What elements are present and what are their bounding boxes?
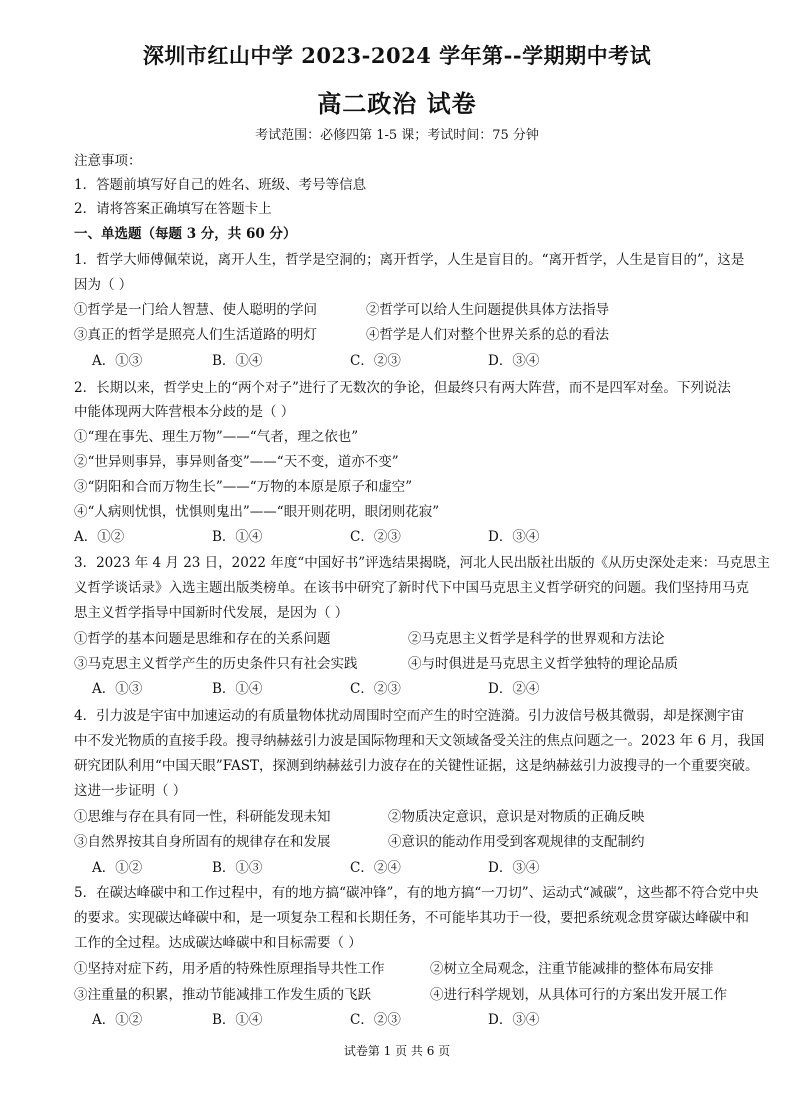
exam-subtitle: 高二政治 试卷 <box>317 89 477 118</box>
question-1-stem: 1．哲学大师傅佩荣说，离开人生，哲学是空洞的；离开哲学，人生是盲目的。“离开哲学，人生是盲目的”，这是 <box>74 252 745 268</box>
note-item: 2．请将答案正确填写在答题卡上 <box>74 201 272 217</box>
choice-a: A．①② <box>92 860 143 876</box>
question-4-stem: 研究团队利用“中国天眼”FAST，探测到纳赫兹引力波存在的关键性证据，这是纳赫兹引力波搜寻的一个重要突破。 <box>74 758 759 774</box>
question-4-stem: 这进一步证明（ ） <box>74 783 187 799</box>
statement: ①哲学的基本问题是思维和存在的关系问题 <box>74 631 331 647</box>
note-item: 1．答题前填写好自己的姓名、班级、考号等信息 <box>74 177 367 193</box>
statement: ①“理在事先、理生万物”——“气者，理之依也” <box>74 429 359 445</box>
choice-d: D．③④ <box>488 529 540 545</box>
choice-c: C．②④ <box>350 860 401 876</box>
statement: ②物质决定意识，意识是对物质的正确反映 <box>388 809 645 825</box>
statement: ③“阴阳和合而万物生长”——“万物的本原是原子和虚空” <box>74 479 413 495</box>
question-2-stem: 2．长期以来，哲学史上的“两个对子”进行了无数次的争论，但最终只有两大阵营，而不是四军对垒。下列说法 <box>74 380 731 396</box>
choice-b: B．①④ <box>212 353 263 369</box>
statement: ④“人病则忧惧，忧惧则鬼出”——“眼开则花明，眼闭则花寂” <box>74 504 440 520</box>
statement: ②马克思主义哲学是科学的世界观和方法论 <box>408 631 665 647</box>
choice-a: A．①② <box>92 1012 143 1028</box>
statement: ②哲学可以给人生问题提供具体方法指导 <box>366 302 609 318</box>
choice-d: D．③④ <box>488 860 540 876</box>
choice-a: A．①② <box>74 529 125 545</box>
statement: ①哲学是一门给人智慧、使人聪明的学问 <box>74 302 317 318</box>
question-5-stem: 的要求。实现碳达峰碳中和，是一项复杂工程和长期任务，不可能毕其功于一役，要把系统观念贯穿碳达峰碳中和 <box>74 910 749 926</box>
choice-b: B．①④ <box>212 681 263 697</box>
statement: ①坚持对症下药，用矛盾的特殊性原理指导共性工作 <box>74 961 385 977</box>
statement: ①思维与存在具有同一性，科研能发现未知 <box>74 809 331 825</box>
choice-d: D．③④ <box>488 353 540 369</box>
choice-c: C．②③ <box>350 681 401 697</box>
question-5-stem: 5．在碳达峰碳中和工作过程中，有的地方搞“碳冲锋”，有的地方搞“一刀切”、运动式“减碳”，这些都不符合党中央 <box>74 885 759 901</box>
question-4-stem: 4．引力波是宇宙中加速运动的有质量物体扰动周围时空而产生的时空涟漪。引力波信号极其微弱，却是探测宇宙 <box>74 708 745 724</box>
choice-d: D．③④ <box>488 1012 540 1028</box>
statement: ②树立全局观念，注重节能减排的整体布局安排 <box>430 961 714 977</box>
question-1-stem: 因为（ ） <box>74 277 133 293</box>
notes-heading: 注意事项： <box>74 153 142 169</box>
choice-d: D．②④ <box>488 681 540 697</box>
question-5-stem: 工作的全过程。达成碳达峰碳中和目标需要（ ） <box>74 935 362 951</box>
statement: ③真正的哲学是照亮人们生活道路的明灯 <box>74 327 317 343</box>
exam-info: 考试范围：必修四第 1-5 课；考试时间：75 分钟 <box>255 128 539 143</box>
section-heading: 一、单选题（每题 3 分，共 60 分） <box>74 226 297 242</box>
statement: ③自然界按其自身所固有的规律存在和发展 <box>74 834 331 850</box>
choice-b: B．①④ <box>212 1012 263 1028</box>
exam-title: 深圳市红山中学 2023-2024 学年第--学期期中考试 <box>142 43 652 68</box>
statement: ④意识的能动作用受到客观规律的支配制约 <box>388 834 645 850</box>
question-3-stem: 3．2023 年 4 月 23 日，2022 年度“中国好书”评选结果揭晓，河北人民出版社出版的《从历史深处走来：马克思主 <box>74 555 771 571</box>
choice-b: B．①③ <box>212 860 263 876</box>
statement: ④与时俱进是马克思主义哲学独特的理论品质 <box>408 656 678 672</box>
statement: ④哲学是人们对整个世界关系的总的看法 <box>366 327 609 343</box>
statement: ②“世异则事异，事异则备变”——“天不变，道亦不变” <box>74 454 399 470</box>
page-footer: 试卷第 1 页 共 6 页 <box>343 1044 451 1058</box>
choice-a: A．①③ <box>92 681 143 697</box>
choice-c: C．②③ <box>350 353 401 369</box>
statement: ③马克思主义哲学产生的历史条件只有社会实践 <box>74 656 358 672</box>
question-3-stem: 义哲学谈话录》入选主题出版类榜单。在该书中研究了新时代下中国马克思主义哲学研究的问题。我们坚持用马克 <box>74 580 749 596</box>
question-3-stem: 思主义哲学指导中国新时代发展，是因为（ ） <box>74 605 349 621</box>
statement: ④进行科学规划，从具体可行的方案出发开展工作 <box>430 987 727 1003</box>
choice-a: A．①③ <box>92 353 143 369</box>
question-2-stem: 中能体现两大阵营根本分歧的是（ ） <box>74 404 295 420</box>
choice-c: C．②③ <box>350 529 401 545</box>
choice-b: B．①④ <box>212 529 263 545</box>
choice-c: C．②③ <box>350 1012 401 1028</box>
statement: ③注重量的积累，推动节能减排工作发生质的飞跃 <box>74 987 371 1003</box>
question-4-stem: 中不发光物质的直接手段。搜寻纳赫兹引力波是国际物理和天文领域备受关注的焦点问题之一。2023 年 6 月，我国 <box>74 733 765 749</box>
